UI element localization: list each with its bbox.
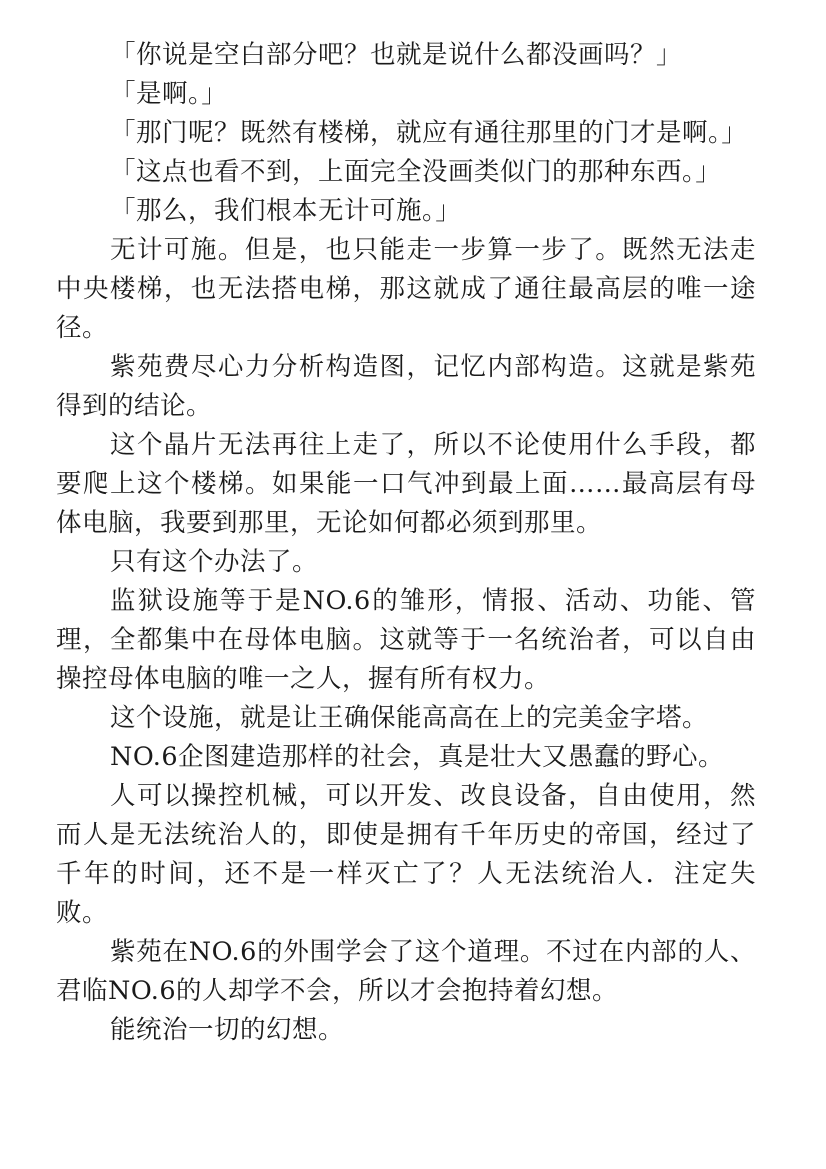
paragraph: 「你说是空白部分吧？也就是说什么都没画吗？」 (110, 40, 683, 70)
paragraph: 能统治一切的幻想。 (110, 1015, 345, 1045)
paragraph: 「这点也看不到，上面完全没画类似门的那种东西。」 (110, 157, 722, 187)
paragraph: 无计可施。但是，也只能走一步算一步了。既然无法走中央楼梯，也无法搭电梯，那这就成了通往最高层的唯一途径。 (56, 235, 756, 343)
paragraph: 紫苑费尽心力分析构造图，记忆内部构造。这就是紫苑得到的结论。 (56, 352, 756, 421)
paragraph: 「那门呢？既然有楼梯，就应有通往那里的门才是啊。」 (110, 118, 748, 148)
paragraph: 只有这个办法了。 (110, 547, 319, 577)
paragraph: NO.6企图建造那样的社会，真是壮大又愚蠢的野心。 (110, 742, 725, 772)
paragraph: 人可以操控机械，可以开发、改良设备，自由使用，然而人是无法统治人的，即使是拥有千年历史的帝国，经过了千年的时间，还不是一样灭亡了？人无法统治人．注定失败。 (56, 781, 756, 928)
paragraph: 「是啊。」 (110, 79, 228, 109)
paragraph: 紫苑在NO.6的外围学会了这个道理。不过在内部的人、君临NO.6的人却学不会，所以才会抱持着幻想。 (56, 937, 756, 1006)
paragraph: 这个设施，就是让王确保能高高在上的完美金字塔。 (110, 703, 709, 733)
paragraph: 这个晶片无法再往上走了，所以不论使用什么手段，都要爬上这个楼梯。如果能一口气冲到最上面……最高层有母体电脑，我要到那里，无论如何都必须到那里。 (56, 430, 756, 538)
paragraph: 「那么，我们根本无计可施。」 (110, 196, 462, 226)
paragraph: 监狱设施等于是NO.6的雏形，情报、活动、功能、管理，全都集中在母体电脑。这就等于一名统治者，可以自由操控母体电脑的唯一之人，握有所有权力。 (56, 586, 756, 694)
document-page (56, 36, 756, 1050)
